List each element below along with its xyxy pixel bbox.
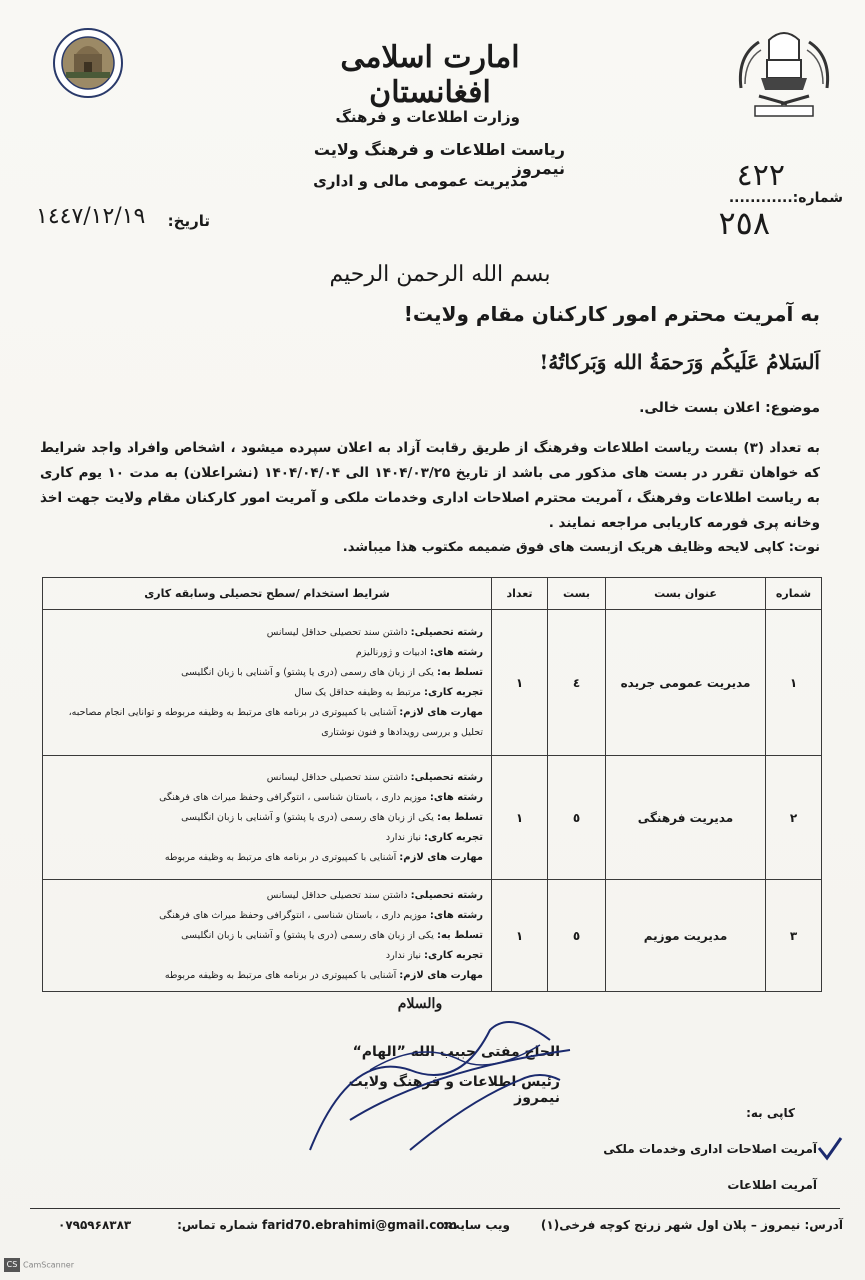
directorate-name: ریاست اطلاعات و فرهنگ ولایت نیمروز: [313, 140, 565, 178]
row-count: ١: [492, 756, 548, 880]
ministry-name: وزارت اطلاعات و فرهنگ: [335, 108, 520, 126]
req-line: رشته های: ادبیات و ژورنالیزم: [355, 646, 483, 658]
copy-recipient: آمریت اطلاعات: [727, 1178, 817, 1192]
row-title: مدیریت فرهنگی: [606, 756, 766, 880]
req-line: رشته های: موزیم داری ، باستان شناسی ، انتوگرافی وحفظ میراث های فرهنگی: [159, 909, 483, 921]
req-line: رشته تحصیلی: داشتن سند تحصیلی حداقل لیسانس: [266, 771, 483, 783]
footer-website-label: ویب سایت:: [442, 1218, 510, 1232]
copies-label: کاپی به:: [746, 1106, 795, 1120]
letter-number-label: شماره:............: [728, 190, 843, 206]
row-grade: ٥: [548, 880, 606, 992]
scanner-watermark: [4, 1258, 154, 1276]
req-line: مهارت های لازم: آشنایی با کمپیوتری در برنامه های مرتبط به وظیفه مربوطه: [164, 851, 483, 863]
table-row: [43, 610, 822, 756]
copy-recipient: آمریت اصلاحات اداری وخدمات ملکی: [603, 1142, 817, 1156]
letter-subject: موضوع: اعلان بست خالی.: [639, 400, 820, 416]
row-title: مدیریت عمومی جریده: [606, 610, 766, 756]
footer-phone: ۰۷۹۵۹۶۸۳۸۳: [58, 1218, 132, 1232]
req-line: مهارت های لازم: آشنایی با کمپیوتری در برنامه های مرتبط به وظیفه مربوطه: [164, 969, 483, 981]
table-row: [43, 756, 822, 880]
req-line: تجربه کاری: مرتبط به وظیفه حداقل یک سال: [294, 686, 483, 698]
req-line: مهارت های لازم: آشنایی با کمپیوتری در برنامه های مرتبط به وظیفه مربوطه و توانایی انجام مصاحبه،: [68, 706, 483, 718]
letter-note: نوت: کاپی لایحه وظایف هریک ازبست های فوق ضمیمه مکتوب هذا میباشد.: [342, 540, 820, 555]
signer-title: رئیس اطلاعات و فرهنگ ولایت نیمروز: [348, 1074, 560, 1106]
camscanner-badge: CS: [4, 1258, 20, 1272]
table-header-row: [43, 578, 822, 610]
footer-divider: [30, 1208, 840, 1209]
letter-date-handwritten: ١٤٤٧/١٢/١٩: [36, 204, 146, 229]
footer-email: farid70.ebrahimi@gmail.com: [262, 1218, 458, 1232]
basmala: بسم الله الرحمن الرحیم: [329, 262, 551, 287]
footer-phone-label: شماره تماس:: [177, 1218, 258, 1232]
table-row: [43, 880, 822, 992]
req-line: تسلط به: یکی از زبان های رسمی (دری یا پشتو) و آشنایی با زبان انگلیسی: [181, 811, 483, 823]
row-number: ١: [766, 610, 822, 756]
letter-date-label: تاریخ:: [167, 212, 210, 230]
col-grade-header: بست: [548, 578, 606, 610]
checkmark-icon: [815, 1134, 845, 1162]
handwritten-signature: [290, 1010, 580, 1160]
letter-greeting: اَلسَلامُ عَلَیکُم وَرَحمَةُ الله وَبَرکاتُهُ!: [539, 350, 820, 374]
emirate-emblem-icon: [731, 26, 837, 122]
closing-wassalam: والسلام: [397, 996, 443, 1012]
req-line: تسلط به: یکی از زبان های رسمی (دری یا پشتو) و آشنایی با زبان انگلیسی: [181, 666, 483, 678]
req-line: رشته های: موزیم داری ، باستان شناسی ، انتوگرافی وحفظ میراث های فرهنگی: [159, 791, 483, 803]
footer-address: آدرس: نیمروز – پلان اول شهر زرنج کوچه فرخی(۱): [540, 1218, 843, 1232]
letter-body: به تعداد (۳) بست ریاست اطلاعات وفرهنگ از طریق رقابت آزاد به اعلان سپرده میشود ، اشخاص وافراد واجد شرایط که خواهان تقرر در بست های مذکور می باشد از تاریخ ۱۴۰۴/۰۳/۲۵ الی ۱۴۰۴/۰۴/۰۴ (نشراعلان) به مدت ۱۰ یوم کاری به ریاست اطلاعات وفرهنگ ، آمریت محترم اصلاحات اداری وخدمات ملکی و آمریت امور کارکنان مقام ولایت جهت اخذ وخانه پری فورمه کاریابی مراجعه نمایند .: [40, 440, 821, 531]
col-title-header: عنوان بست: [606, 578, 766, 610]
row-grade: ٤: [548, 610, 606, 756]
row-requirements: [43, 756, 492, 880]
col-count-header: تعداد: [492, 578, 548, 610]
row-number: ٣: [766, 880, 822, 992]
camscanner-text: CamScanner: [23, 1260, 75, 1270]
row-count: ١: [492, 880, 548, 992]
signer-name: الحاج مفتی حبیب الله ”الهام“: [352, 1044, 560, 1060]
req-line: تسلط به: یکی از زبان های رسمی (دری یا پشتو) و آشنایی با زبان انگلیسی: [181, 929, 483, 941]
row-requirements: [43, 880, 492, 992]
col-number-header: شماره: [766, 578, 822, 610]
col-requirements-header: شرایط استخدام /سطح تحصیلی وسابقه کاری: [43, 578, 492, 610]
req-line: رشته تحصیلی: داشتن سند تحصیلی حداقل لیسانس: [266, 626, 483, 638]
req-line: تجربه کاری: نیاز ندارد: [385, 831, 483, 843]
letter-number-handwritten-1: ٤٢٢: [736, 158, 785, 193]
req-line: رشته تحصیلی: داشتن سند تحصیلی حداقل لیسانس: [266, 889, 483, 901]
letter-number-handwritten-2: ٢٥٨: [718, 204, 770, 242]
row-number: ٢: [766, 756, 822, 880]
letter-addressee: به آمریت محترم امور کارکنان مقام ولایت!: [403, 302, 820, 326]
row-grade: ٥: [548, 756, 606, 880]
row-requirements: [43, 610, 492, 756]
ministry-seal-icon: [52, 26, 124, 100]
department-name: مدیریت عمومی مالی و اداری: [313, 172, 528, 190]
row-count: ١: [492, 610, 548, 756]
req-line: تحلیل و بررسی رویدادها و فنون نوشتاری: [321, 726, 483, 738]
emirate-calligraphy-title: امارت اسلامی افغانستان: [340, 40, 520, 110]
req-line: تجربه کاری: نیاز ندارد: [385, 949, 483, 961]
vacancy-table: [42, 577, 822, 992]
row-title: مدیریت موزیم: [606, 880, 766, 992]
